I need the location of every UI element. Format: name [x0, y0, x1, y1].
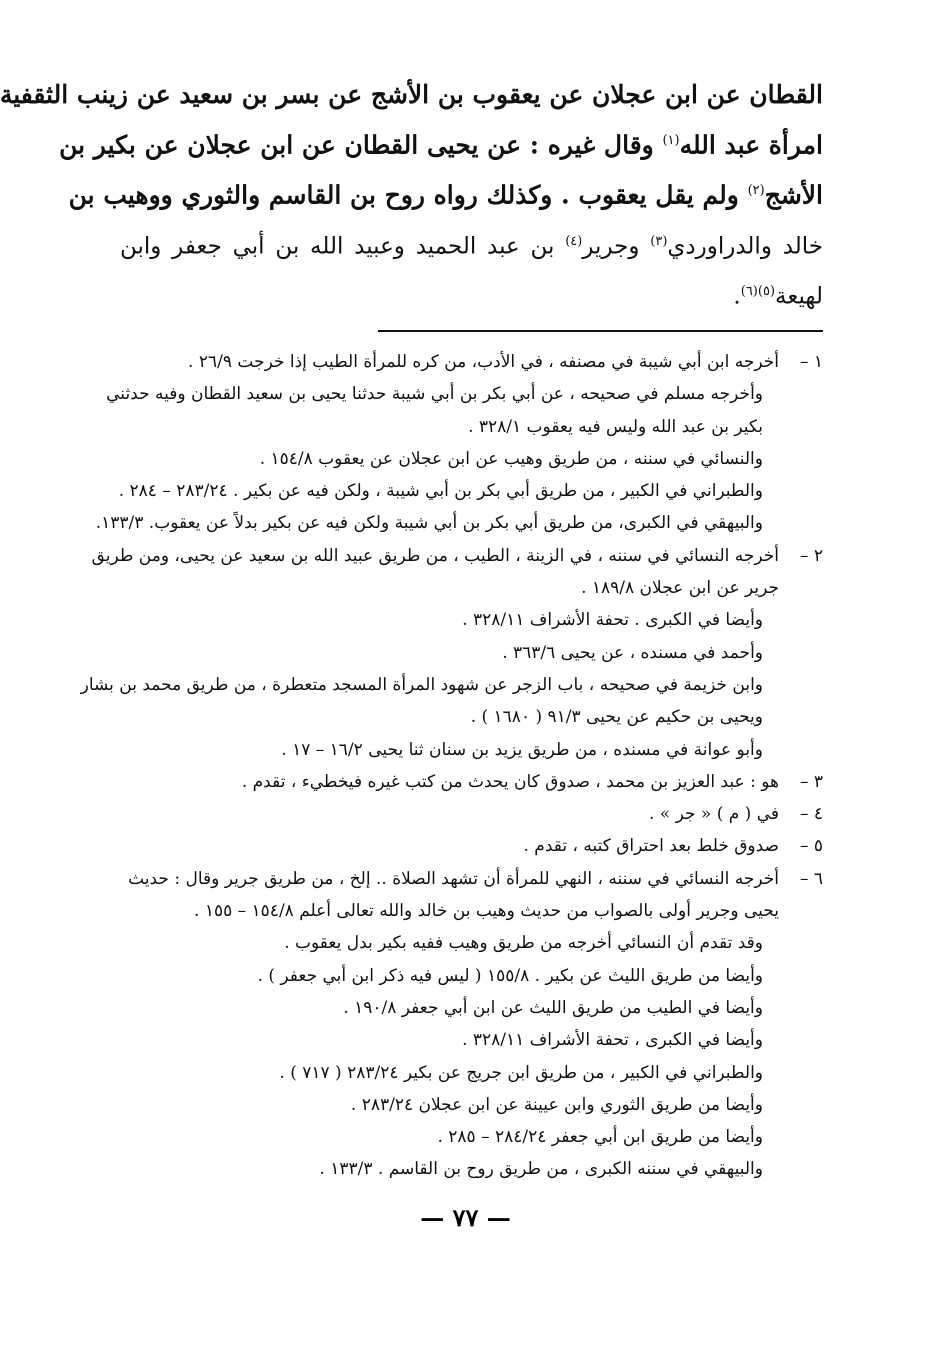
- footnote-reference: (٣): [650, 233, 668, 249]
- footnote-line: والبيهقي في الكبرى، من طريق أبي بكر بن أبي شيبة ولكن فيه عن بكير بدلاً عن يعقوب. ١٣٣/٣.: [95, 513, 763, 534]
- main-text-segment: القطان عن ابن عجلان عن يعقوب بن الأشج عن بسر بن سعيد عن زينب الثقفية: [0, 80, 823, 109]
- main-text-line: [68, 168, 823, 218]
- main-text-segment: امرأة عبد الله: [679, 130, 823, 160]
- page-content: [0, 72, 824, 1186]
- footnote-item: [120, 863, 823, 1186]
- footnote-reference: (١): [662, 133, 680, 148]
- footnote-number: ١ –: [799, 351, 823, 372]
- footnote-line: أخرجه ابن أبي شيبة في مصنفه ، في الأدب، من كره للمرأة الطيب إذا خرجت ٢٦/٩ .: [188, 351, 779, 372]
- footnote-line: ويحيى بن حكيم عن يحيى ٩١/٣ ( ١٦٨٠ ) .: [470, 707, 763, 728]
- footnote-line: أخرجه النسائي في سننه ، في الزينة ، الطيب ، من طريق عبيد الله بن سعيد عن يحيى، ومن طريق: [91, 545, 779, 566]
- footnote-line: يحيى وجرير أولى بالصواب من حديث وهيب بن خالد والله تعالى أعلم ١٥٤/٨ – ١٥٥ .: [194, 901, 779, 922]
- footnote-number: ٣ –: [799, 771, 823, 792]
- footnote-line: وأيضا من طريق الثوري وابن عيينة عن ابن عجلان ٢٨٣/٢٤ .: [350, 1094, 763, 1115]
- main-text-segment: بن عبد الحميد وعبيد الله بن أبي جعفر وابن: [120, 233, 566, 260]
- main-text-segment: الأشج: [764, 180, 823, 210]
- footnote-item: [120, 798, 823, 830]
- footnote-separator: [378, 330, 823, 332]
- footnote-line: والبيهقي في سننه الكبرى ، من طريق روح بن القاسم . ١٣٣/٣ .: [319, 1159, 763, 1180]
- page-number: — ٧٧ —: [420, 1203, 511, 1232]
- footnote-item: [120, 830, 823, 862]
- footnote-number: ٢ –: [799, 545, 823, 566]
- footnote-number: ٦ –: [799, 868, 823, 889]
- footnote-number: ٥ –: [799, 836, 823, 857]
- footnote-line: في ( م ) « جر » .: [648, 804, 779, 825]
- footnote-line: وأيضا في الطيب من طريق الليث عن ابن أبي جعفر ١٩٠/٨ .: [343, 997, 763, 1018]
- footnote-reference: (٥)(٦): [740, 284, 776, 300]
- footnote-line: وأبو عوانة في مسنده ، من طريق يزيد بن سنان ثنا يحيى ١٦/٢ – ١٧ .: [281, 739, 763, 760]
- footnote-line: وقد تقدم أن النسائي أخرجه من طريق وهيب ففيه بكير بدل يعقوب .: [284, 933, 763, 954]
- main-text-line: [0, 72, 823, 118]
- footnote-reference: (٢): [747, 183, 765, 199]
- main-text-line: [120, 219, 823, 270]
- footnote-line: والنسائي في سننه ، من طريق وهيب عن ابن عجلان عن يعقوب ١٥٤/٨ .: [259, 448, 763, 469]
- footnote-line: صدوق خلط بعد احتراق كتبه ، تقدم .: [523, 836, 779, 857]
- main-text-segment: وقال غيره : عن يحيى القطان عن ابن عجلان عن بكير بن: [59, 130, 663, 160]
- footnote-line: وأيضا في الكبرى . تحفة الأشراف ٣٢٨/١١ .: [462, 610, 763, 631]
- footnote-line: وأيضا من طريق الليث عن بكير . ١٥٥/٨ ( ليس فيه ذكر ابن أبي جعفر ) .: [257, 965, 763, 986]
- footnote-line: وأحمد في مسنده ، عن يحيى ٣٦٣/٦ .: [502, 642, 763, 663]
- footnote-line: وأخرجه مسلم في صحيحه ، عن أبي بكر بن أبي شيبة حدثنا يحيى بن سعيد القطان وفيه حدثني: [106, 384, 763, 405]
- main-text-segment: وجرير: [582, 233, 651, 260]
- footnote-line: بكير بن عبد الله وليس فيه يعقوب ٣٢٨/١ .: [468, 416, 763, 437]
- main-text: [0, 72, 824, 320]
- footnote-reference: (٤): [565, 233, 583, 249]
- main-text-segment: خالد والدراوردي: [667, 233, 824, 260]
- footnote-line: أخرجه النسائي في سننه ، النهي للمرأة أن تشهد الصلاة .. إلخ ، من طريق جرير وقال : حديث: [128, 868, 779, 889]
- main-text-segment: .: [733, 283, 741, 310]
- footnote-line: هو : عبد العزيز بن محمد ، صدوق كان يحدث من كتب غيره فيخطيء ، تقدم .: [241, 771, 779, 792]
- footnote-line: وأيضا في الكبرى ، تحفة الأشراف ٣٢٨/١١ .: [462, 1030, 763, 1051]
- footnotes-list: [80, 346, 823, 1186]
- footnote-line: وأيضا من طريق ابن أبي جعفر ٢٨٤/٢٤ – ٢٨٥ .: [437, 1127, 763, 1148]
- footnote-item: [120, 766, 823, 798]
- footnote-number: ٤ –: [799, 804, 823, 825]
- footnote-line: والطبراني في الكبير ، من طريق ابن جريج عن بكير ٢٨٣/٢٤ ( ٧١٧ ) .: [279, 1062, 763, 1083]
- main-text-line: [120, 269, 823, 320]
- footnote-line: وابن خزيمة في صحيحه ، باب الزجر عن شهود المرأة المسجد متعطرة ، من طريق محمد بن بشار: [80, 674, 763, 695]
- main-text-segment: لهيعة: [775, 283, 823, 310]
- main-text-line: [59, 118, 823, 168]
- footnote-item: [80, 540, 823, 766]
- footnote-line: جرير عن ابن عجلان ١٨٩/٨ .: [581, 578, 779, 599]
- footnote-item: [95, 346, 823, 540]
- footnote-line: والطبراني في الكبير ، من طريق أبي بكر بن أبي شيبة ، ولكن فيه عن بكير . ٢٨٣/٢٤ – ٢٨٤ .: [118, 481, 763, 502]
- main-text-segment: ولم يقل يعقوب . وكذلك رواه روح بن القاسم والثوري ووهيب بن: [68, 180, 748, 210]
